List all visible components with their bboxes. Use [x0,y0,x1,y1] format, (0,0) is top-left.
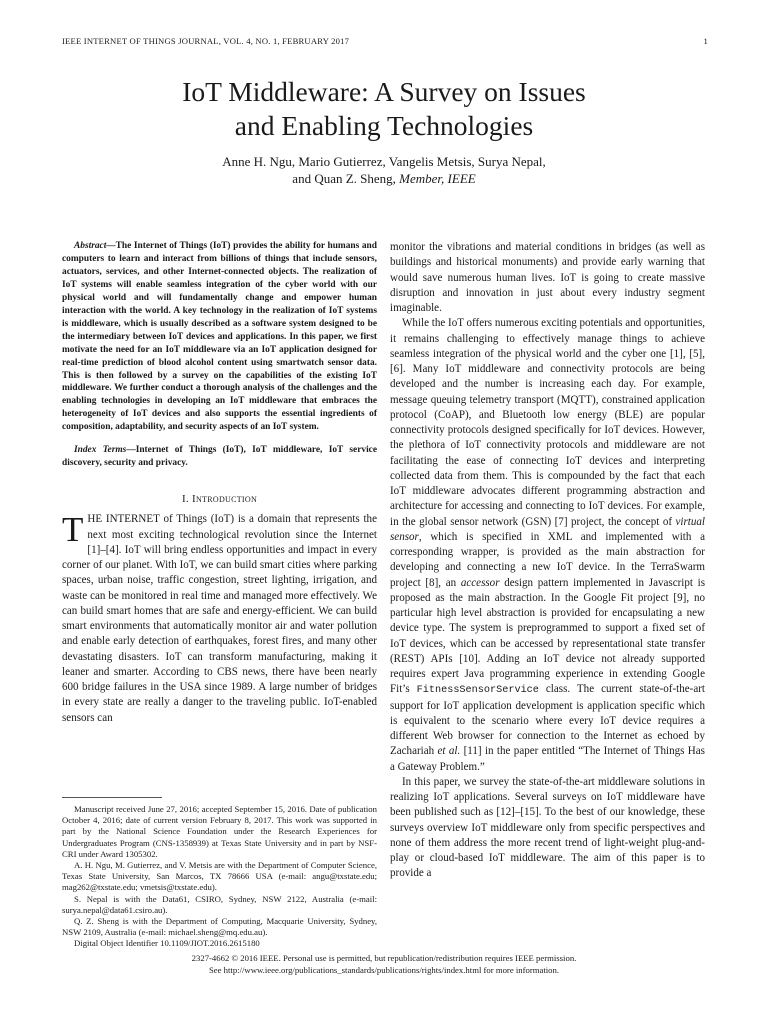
index-terms-text: —Internet of Things (IoT), IoT middleware, IoT service discovery, security and privacy. [62,445,377,469]
copyright-line-2: See http://www.ieee.org/publications_standards/publications/rights/index.html for more information. [208,965,560,975]
copyright-line-1: 2327-4662 © 2016 IEEE. Personal use is permitted, but republication/redistribution requires IEEE permission. [191,953,577,963]
authors-line-2-names: and Quan Z. Sheng, [292,171,400,186]
index-terms-label: Index Terms [74,445,127,456]
left-column [62,240,377,726]
right-paragraph-2 [390,316,705,775]
footnote-affiliation-csiro: S. Nepal is with the Data61, CSIRO, Sydney, NSW 2122, Australia (e-mail: surya.nepal@data61.csiro.au). [62,893,377,915]
p2-et-al: et al. [437,745,461,758]
p2-part-b: , which is specified in XML and implemented with a corresponding wrapper, is provided as the main abstraction for developing and connecting a new IoT device. In the TerraSwarm project [8], an [390,530,705,589]
introduction-text: of Things (IoT) is a domain that represents the next most exciting technological revolution since the Internet [1]–[4]. IoT will bring endless opportunities and impact in every corner of our planet. With IoT, we can build smart cities where parking spaces, urban noise, traffic congestion, street lighting, irrigation, and waste can be monitored in real time and managed more effectively. We can build smart homes that are safe and energy-efficient. We can build smart environments that automatically monitor air and water pollution and enable early detection of earthquakes, forest fires, and many other devastating disasters. IoT can transform manufacturing, making it leaner and smarter. According to CBS news, there have been nearly 600 bridge failures in the USA since 1989. A large number of bridges in every state are really a danger to the traveling public. IoT-enabled sensors can [62,513,377,724]
footnote-doi: Digital Object Identifier 10.1109/JIOT.2016.2615180 [74,938,260,949]
drop-cap-rest: HE INTERNET [87,513,160,526]
footnote-affiliation-texas: A. H. Ngu, M. Gutierrez, and V. Metsis are with the Department of Computer Science, Texas State University, San Marcos, TX 78666 USA (e-mail: angu@txstate.edu; mag262@txstate.edu; vmetsis@txstate.edu). [62,860,377,893]
author-list [0,153,768,187]
p2-part-d: class. The current state-of-the-art support for IoT application development is application specific which is equivalent to the scenario where every IoT device requires a different Web browser for connection to the Internet as echoed by Zachariah [390,683,705,758]
title-line-1: IoT Middleware: A Survey on Issues [182,76,586,107]
abstract-label: Abstract [74,241,107,251]
p2-virtual-sensor: virtual sensor [390,515,705,543]
index-terms [62,444,377,470]
right-paragraph-3: In this paper, we survey the state-of-the-art middleware solutions in realizing IoT applications. Several surveys on IoT middleware have been published such as [12]–[15]. To the best of our knowledge, these surveys overview IoT middleware only from specific perspectives and none of them address the more recent trend of light-weight plug-and-play or cloud-based IoT middleware. The aim of this paper is to provide a [390,775,705,880]
journal-citation: IEEE INTERNET OF THINGS JOURNAL, VOL. 4, NO. 1, FEBRUARY 2017 [62,36,350,46]
right-column [390,240,705,882]
drop-cap: T [62,510,84,550]
footnotes [62,797,377,950]
copyright-notice [0,952,768,976]
p2-class-name: FitnessSensorService [416,685,539,697]
p2-part-c: design pattern implemented in Javascript is proposed as the main abstraction. In the Google Fit project [9], no particular high level abstraction is provided for encapsulating a new device type. The system is preprogrammed to support a fixed set of IoT devices, which can be accessed by representational state transfer (REST) APIs [10]. Adding an IoT device not already supported requires expert Java programming experience in extending Google Fit’s [390,576,706,696]
membership-grade: Member, IEEE [399,171,476,186]
right-paragraph-1: monitor the vibrations and material conditions in bridges (as well as buildings and historical monuments) and provide early warning that would save numerous human lives. IoT is going to create massive disruption and innovation in just about every industry segment imaginable. [390,241,705,314]
footnote-divider [62,797,162,798]
abstract [62,240,377,434]
footnote-manuscript: Manuscript received June 27, 2016; accepted September 15, 2016. Date of publication October 4, 2016; date of current version February 8, 2017. This work was supported in part by the National Science Foundation under the Research Experiences for Undergraduates Program (CNS-1358939) at Texas State University and in part by NSF-CRI under Award 1305302. [62,804,377,859]
page-number: 1 [703,36,708,46]
title-line-2: and Enabling Technologies [234,110,534,141]
p2-part-e: [11] in the paper entitled “The Internet of Things Has a Gateway Problem.” [390,745,705,773]
section-heading-introduction: I. Introduction [181,493,258,506]
abstract-text: —The Internet of Things (IoT) provides the ability for humans and computers to learn and interact from billions of things that include sensors, actuators, services, and other Internet-connected objects. The realization of IoT systems will enable seamless integration of the cyber world with our physical world and will fundamentally change and empower human interaction with the world. A key technology in the realization of IoT systems is middleware, which is usually described as a software system designed to be the intermediary between IoT devices and applications. In this paper, we first motivate the need for an IoT middleware via an IoT application designed for real-time prediction of blood alcohol content using smartwatch sensor data. This is then followed by a survey on the capabilities of the existing IoT middleware. We further conduct a thorough analysis of the challenges and the enabling technologies in developing an IoT middleware that embraces the heterogeneity of IoT devices and also supports the essential ingredients of composition, adaptability, and security aspects of an IoT system. [62,241,377,433]
paper-title [0,75,768,143]
p2-accessor: accessor [460,576,500,589]
authors-line-1: Anne H. Ngu, Mario Gutierrez, Vangelis Metsis, Surya Nepal, [222,154,546,169]
authors-line-2 [0,170,768,187]
footnote-affiliation-macquarie: Q. Z. Sheng is with the Department of Computing, Macquarie University, Sydney, NSW 2109, Australia (e-mail: michael.sheng@mq.edu.au). [62,916,377,938]
introduction-paragraph [62,512,377,726]
p2-part-a: While the IoT offers numerous exciting potentials and opportunities, it remains challenging to effectively manage things to achieve seamless integration of the physical world and the cyber one [1], [5], [6]. Many IoT middleware and connectivity protocols are being developed and the number is increasing each day. For example, message queuing telemetry transport (MQTT), constrained application protocol (CoAP), and Bluetooth low energy (BLE) are popular connectivity protocols designed specifically for IoT devices. However, the plethora of IoT connectivity protocols and middleware are not facilitating the ease of connecting IoT devices and interpreting collected data from them. This is compounded by the fact that each IoT middleware advocates different programming abstraction and architecture for accessing and connecting to IoT devices. For example, in the global sensor network (GSN) [7] project, the concept of [390,317,706,528]
